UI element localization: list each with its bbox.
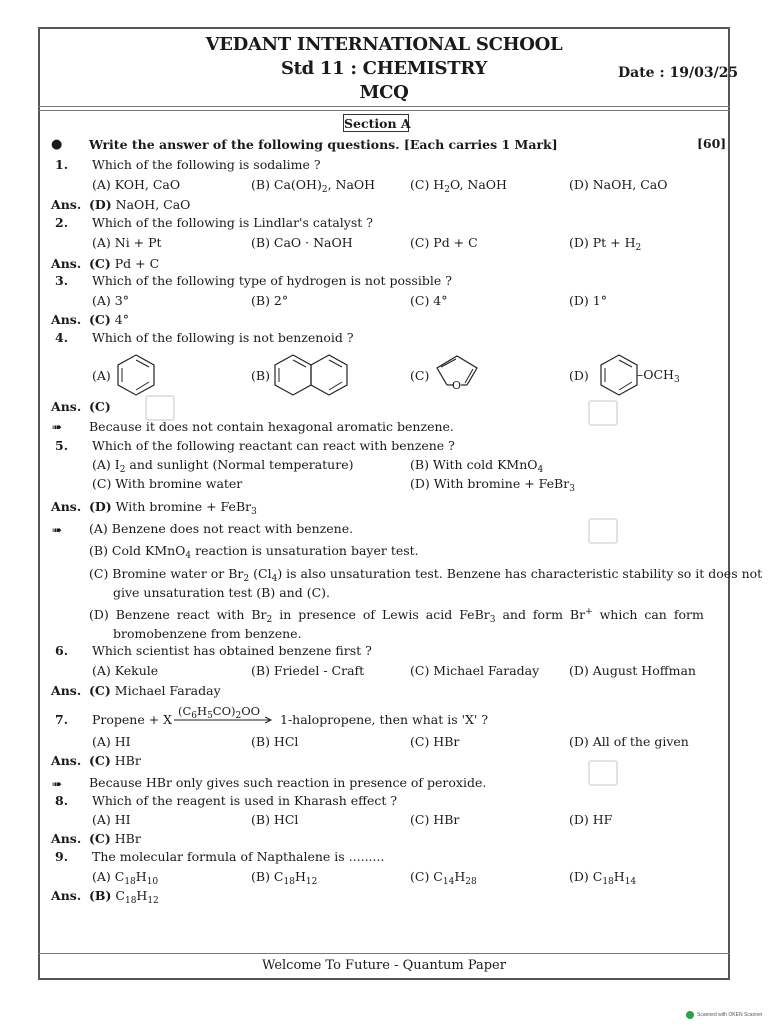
paper-type: MCQ: [359, 82, 409, 103]
option-d: (D) August Hoffman: [569, 663, 696, 678]
option-b: (B) 2°: [251, 293, 289, 308]
question-number: 9.: [55, 849, 69, 864]
option-c: (C) 4°: [410, 293, 448, 308]
question-text: Which of the following is not benzenoid ?: [92, 330, 354, 345]
option-b: (B) HCl: [251, 734, 299, 749]
explanation: (A) Benzene does not react with benzene.: [89, 521, 354, 536]
option-a: (A): [92, 368, 111, 383]
question-text: Which of the following is Lindlar's catalyst ?: [92, 215, 373, 230]
answer-label: Ans.: [51, 399, 82, 414]
scanner-watermark: Scanned with OKEN Scanner: [697, 1012, 763, 1018]
answer: (D) NaOH, CaO: [89, 197, 191, 212]
explanation: give unsaturation test (B) and (C).: [113, 585, 330, 600]
scanner-logo-icon: [686, 1011, 694, 1019]
question-text: Which of the reagent is used in Kharash effect ?: [92, 793, 398, 808]
question-number: 1.: [55, 157, 69, 172]
option-c: (C) $H_2O$, NaOH: [410, 177, 507, 195]
option-c: (C) $C_{14}H_{28}$: [410, 869, 477, 887]
option-d: (D) HF: [569, 812, 613, 827]
reaction-arrow-icon: [174, 716, 274, 724]
option-a: (A) $I_2$ and sunlight (Normal temperature): [92, 457, 354, 475]
option-c: (C) With bromine water: [92, 476, 243, 491]
explanation: bromobenzene from benzene.: [113, 626, 302, 641]
answer: (C): [89, 399, 111, 414]
option-b: (B) Friedel - Craft: [251, 663, 365, 678]
header-divider: [38, 110, 730, 111]
option-a: (A) Kekule: [92, 663, 159, 678]
question-number: 8.: [55, 793, 69, 808]
school-name: VEDANT INTERNATIONAL SCHOOL: [205, 34, 563, 55]
watermark-icon: [145, 395, 175, 421]
header-divider: [38, 106, 730, 107]
question-text: Which of the following reactant can react with benzene ?: [92, 438, 455, 453]
answer: (C) Michael Faraday: [89, 683, 221, 698]
footer-divider: [38, 953, 730, 954]
explanation: (C) Bromine water or $Br_2$ $(Cl_4)$ is also unsaturation test. Benzene has characteristic stability so it does not: [89, 566, 763, 584]
option-a: (A) $C_{18}H_{10}$: [92, 869, 159, 887]
answer: (C) HBr: [89, 753, 141, 768]
option-b: (B) HCl: [251, 812, 299, 827]
answer-label: Ans.: [51, 256, 82, 271]
option-a: (A) HI: [92, 734, 131, 749]
section-label: Section A: [344, 116, 411, 131]
instruction-text: Write the answer of the following questions. [Each carries 1 Mark]: [89, 137, 558, 152]
naphthalene-structure: [270, 352, 356, 396]
answer: (C) Pd + C: [89, 256, 160, 271]
footer-text: Welcome To Future - Quantum Paper: [262, 958, 506, 973]
subject-title: Std 11 : CHEMISTRY: [280, 58, 488, 79]
option-c: (C) Pd + C: [410, 235, 478, 250]
option-d: (D): [569, 368, 589, 383]
arrow-icon: ➠: [52, 420, 63, 434]
option-d: (D) $Pt + H_2$: [569, 235, 642, 253]
option-d: (D) 1°: [569, 293, 607, 308]
option-c: (C) HBr: [410, 812, 460, 827]
option-c: (C): [410, 368, 430, 383]
question-number: 5.: [55, 438, 69, 453]
answer: (B) $C_{18}H_{12}$: [89, 888, 159, 906]
option-a: (A) KOH, CaO: [92, 177, 181, 192]
option-d: (D) All of the given: [569, 734, 689, 749]
explanation: (B) Cold KMnO$_4$ reaction is unsaturation bayer test.: [89, 543, 419, 561]
explanation: Because it does not contain hexagonal aromatic benzene.: [89, 419, 454, 434]
answer-label: Ans.: [51, 831, 82, 846]
exam-date: Date : 19/03/25: [618, 65, 739, 81]
option-a: (A) HI: [92, 812, 131, 827]
question-text: The molecular formula of Napthalene is .........: [92, 849, 385, 864]
answer-label: Ans.: [51, 499, 82, 514]
answer-label: Ans.: [51, 197, 82, 212]
option-c: (C) HBr: [410, 734, 460, 749]
watermark-icon: [588, 400, 618, 426]
option-b: (B) $Ca(OH)_2$, NaOH: [251, 177, 376, 195]
question-number: 4.: [55, 330, 69, 345]
answer-label: Ans.: [51, 312, 82, 327]
option-b: (B): [251, 368, 270, 383]
methoxy-label: $-OCH_3$: [637, 367, 680, 385]
option-d: (D) $C_{18}H_{14}$: [569, 869, 637, 887]
question-number: 6.: [55, 643, 69, 658]
option-a: (A) 3°: [92, 293, 129, 308]
answer: (C) 4°: [89, 312, 129, 327]
reaction-reagent: $(C_6H_5CO)_2OO$: [178, 704, 261, 721]
benzene-structure: [112, 352, 160, 396]
total-marks: [60]: [697, 136, 727, 151]
question-number: 2.: [55, 215, 69, 230]
bullet-icon: ●: [51, 137, 63, 152]
answer: (C) HBr: [89, 831, 141, 846]
explanation: (D) Benzene react with $Br_2$ in presence of Lewis acid FeBr$_3$ and form Br+ which can form: [89, 606, 704, 625]
watermark-icon: [588, 760, 618, 786]
option-d: (D) NaOH, CaO: [569, 177, 668, 192]
ring-oxygen-label: O: [452, 379, 462, 392]
watermark-icon: [588, 518, 618, 544]
question-text: Which of the following type of hydrogen is not possible ?: [92, 273, 452, 288]
option-a: (A) Ni + Pt: [92, 235, 162, 250]
answer: (D) With bromine + FeBr$_3$: [89, 499, 257, 517]
option-b: (B) CaO · NaOH: [251, 235, 353, 250]
question-text: 1-halopropene, then what is 'X' ?: [280, 712, 489, 727]
question-text: Which scientist has obtained benzene first ?: [92, 643, 372, 658]
question-text: Which of the following is sodalime ?: [92, 157, 321, 172]
explanation: Because HBr only gives such reaction in presence of peroxide.: [89, 775, 487, 790]
arrow-icon: ➠: [52, 777, 63, 791]
answer-label: Ans.: [51, 683, 82, 698]
answer-label: Ans.: [51, 888, 82, 903]
option-c: (C) Michael Faraday: [410, 663, 540, 678]
question-number: 3.: [55, 273, 69, 288]
reaction-reactants: Propene + X: [92, 712, 173, 727]
question-number: 7.: [55, 712, 69, 727]
option-b: (B) With cold KMnO$_4$: [410, 457, 544, 475]
option-b: (B) $C_{18}H_{12}$: [251, 869, 318, 887]
answer-label: Ans.: [51, 753, 82, 768]
arrow-icon: ➠: [52, 523, 63, 537]
option-d: (D) With bromine + FeBr$_3$: [410, 476, 575, 494]
